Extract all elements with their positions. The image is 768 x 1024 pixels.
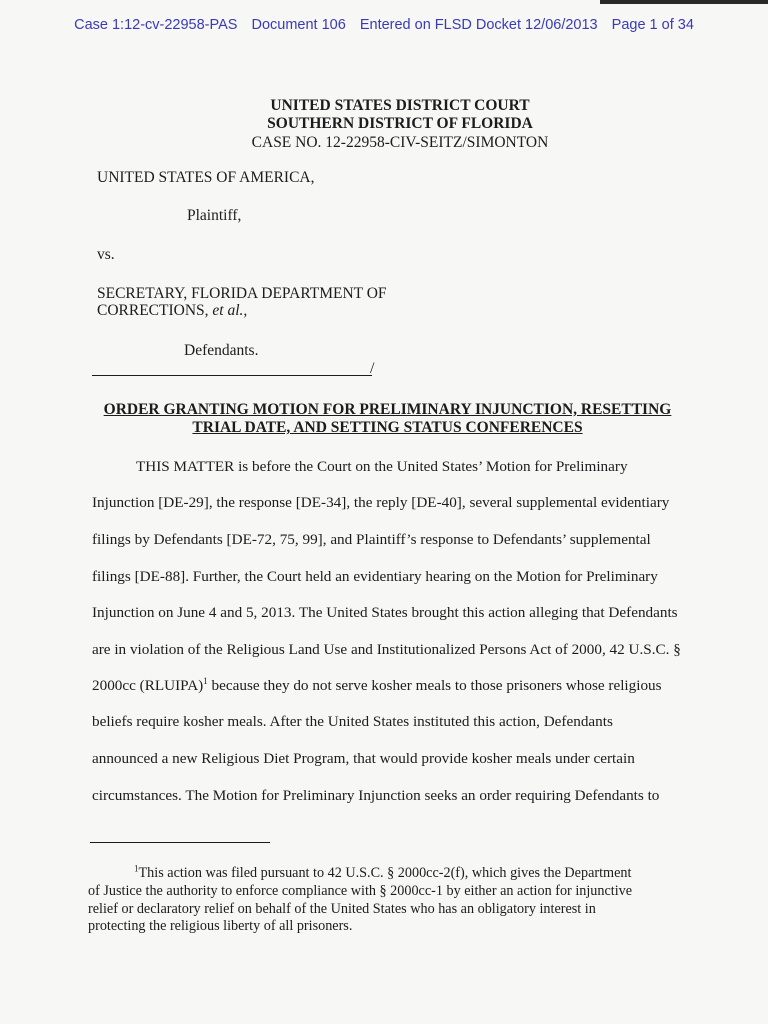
defendant-name-text: CORRECTIONS, [97, 302, 213, 319]
plaintiff-name: UNITED STATES OF AMERICA, [97, 169, 315, 186]
ecf-entered-date: Entered on FLSD Docket 12/06/2013 [359, 17, 598, 33]
plaintiff-role: Plaintiff, [187, 207, 242, 224]
versus-label: vs. [97, 246, 115, 263]
body-line-7 [92, 677, 662, 695]
footnote-separator [90, 842, 270, 843]
body-line-4: filings [DE-88]. Further, the Court held an evidentiary hearing on the Motion for Preliminary [92, 568, 658, 585]
footnote-line-1-text: This action was filed pursuant to 42 U.S.C. § 2000cc-2(f), which gives the Department [138, 865, 632, 881]
footnote-line-2: of Justice the authority to enforce compliance with § 2000cc-1 by either an action for injunctive [88, 883, 633, 899]
et-al-italic: et al., [212, 302, 248, 319]
order-title-line1: ORDER GRANTING MOTION FOR PRELIMINARY INJUNCTION, RESETTING [103, 401, 672, 418]
footnote-marker: 1 [134, 863, 139, 874]
ecf-filing-header [0, 17, 768, 33]
body-line-9: announced a new Religious Diet Program, that would provide kosher meals under certain [92, 750, 635, 767]
defendant-name-line2 [97, 302, 247, 320]
defendant-name-line1: SECRETARY, FLORIDA DEPARTMENT OF [97, 285, 387, 302]
footnote-ref-1: 1 [203, 675, 208, 686]
order-title-line2: TRIAL DATE, AND SETTING STATUS CONFERENCES [192, 419, 583, 436]
court-name-line1: UNITED STATES DISTRICT COURT [270, 97, 530, 114]
court-name-block [16, 97, 768, 133]
order-title [100, 401, 675, 437]
body-line-3: filings by Defendants [DE-72, 75, 99], and Plaintiff’s response to Defendants’ supplemental [92, 531, 651, 548]
top-edge-rule [600, 0, 768, 4]
footnote-line-4: protecting the religious liberty of all prisoners. [88, 918, 353, 934]
rluipa-text: 2000cc (RLUIPA) [92, 677, 204, 694]
ecf-page-number: Page 1 of 34 [611, 17, 694, 33]
body-line-10: circumstances. The Motion for Preliminary Injunction seeks an order requiring Defendants to [92, 787, 660, 804]
body-line-5: Injunction on June 4 and 5, 2013. The United States brought this action alleging that Defendants [92, 604, 678, 621]
footnote-line-3: relief or declaratory relief on behalf of the United States who has an obligatory interest in [88, 901, 596, 917]
court-name-line2: SOUTHERN DISTRICT OF FLORIDA [267, 115, 533, 132]
body-line-1: THIS MATTER is before the Court on the United States’ Motion for Preliminary [136, 458, 628, 475]
footnote-line-1 [134, 865, 631, 882]
ecf-case-number: Case 1:12-cv-22958-PAS [74, 17, 238, 33]
body-line-2: Injunction [DE-29], the response [DE-34], the reply [DE-40], several supplemental evidentiary [92, 494, 670, 511]
caption-signature-line [92, 375, 372, 376]
body-line-6: are in violation of the Religious Land Use and Institutionalized Persons Act of 2000, 42 U.S.C. § [92, 641, 681, 658]
ecf-document-number: Document 106 [251, 17, 346, 33]
caption-slash: / [370, 360, 375, 377]
case-number: CASE NO. 12-22958-CIV-SEITZ/SIMONTON [251, 134, 549, 151]
body-line-7-rest: because they do not serve kosher meals to those prisoners whose religious [207, 677, 662, 694]
body-line-8: beliefs require kosher meals. After the United States instituted this action, Defendants [92, 713, 613, 730]
defendant-role: Defendants. [184, 342, 259, 359]
